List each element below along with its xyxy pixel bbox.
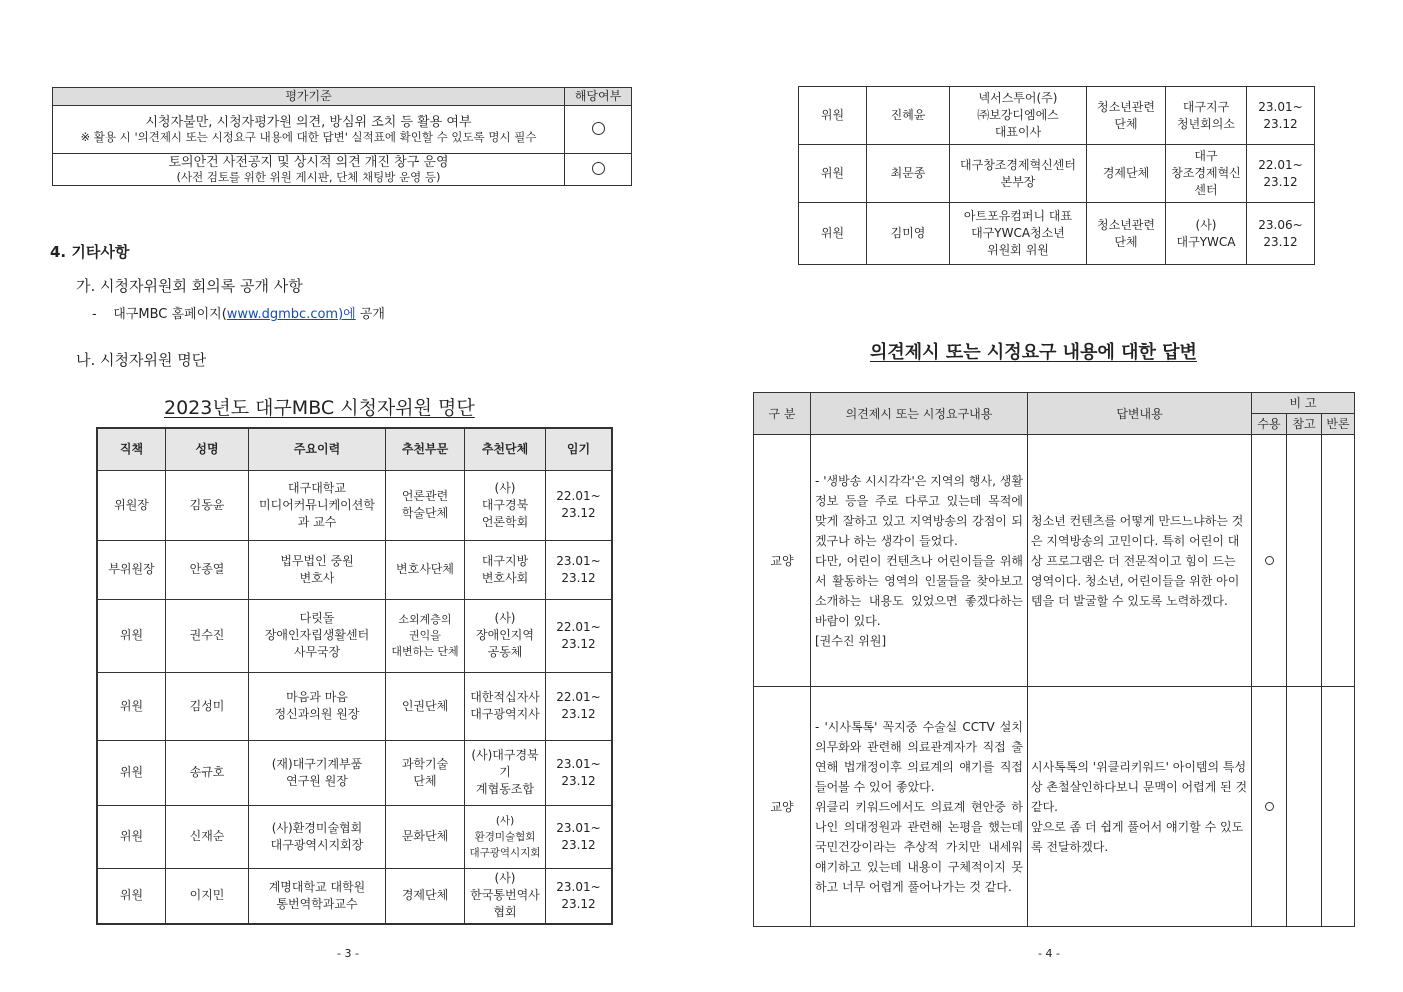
member-role: 위원 [97,805,166,868]
member-sector: 문화단체 [386,805,465,868]
criteria-note: ※ 활용 시 '의견제시 또는 시정요구 내용에 대한 답변' 실적표에 확인할 수 있도록 명시 필수 [80,130,537,144]
member-career: (사)환경미술협회 대구광역시지회장 [249,805,386,868]
member-org: (사) 환경미술협회 대구광역시지회 [465,805,546,868]
member-sector: 소외계층의 권익을 대변하는 단체 [386,599,465,672]
member-name: 신재순 [166,805,249,868]
member-career: 넥서스투어(주) ㈜보강디엠에스 대표이사 [950,87,1087,145]
page-number: - 3 - [337,947,359,960]
col-reject: 반론 [1322,414,1355,435]
col-remark: 비 고 [1252,393,1355,414]
member-role: 위원 [799,87,867,145]
col-category: 구 분 [754,393,811,435]
roster-row [799,203,1315,265]
member-sector: 인권단체 [386,672,465,740]
reject-mark [1322,687,1355,927]
refer-mark [1287,687,1322,927]
member-role: 위원 [97,599,166,672]
roster-title: 2023년도 대구MBC 시청자위원 명단 [164,397,475,419]
col-sector: 추천부문 [386,428,465,470]
member-term: 23.01~ 23.12 [546,805,613,868]
member-name: 진혜윤 [867,87,950,145]
roster-row [799,145,1315,203]
accept-mark [1252,687,1287,927]
evaluation-criteria-table [52,87,632,186]
col-accept: 수용 [1252,414,1287,435]
homepage-link[interactable]: www.dgmbc.com)에 [226,307,356,322]
member-org: 대구지구 청년회의소 [1166,87,1247,145]
subsection-na: 나. 시청자위원 명단 [76,351,207,369]
member-role: 위원 [97,672,166,740]
member-role: 부위원장 [97,540,166,599]
request-text: - '시사톡톡' 꼭지중 수술실 CCTV 설치 의무화와 관련해 의료관계자가 직접 출연해 법개정이후 의료계의 얘기를 직접 들어볼 수 있어 좋았다. 위클리 키워드에서도 의료계 현안중 하나인 의대정원과 관련해 논평을 했는데 국민건강이라는 추상적 가치만 내세워 얘기하고 있는데 내용이 구체적이지 못하고 너무 어렵게 풀어나가는 것 같다. [811,687,1028,927]
member-org: 대한적십자사 대구광역지사 [465,672,546,740]
member-sector: 언론관련 학술단체 [386,470,465,540]
answer-text: 청소년 컨텐츠를 어떻게 만드느냐하는 것은 지역방송의 고민이다. 특히 어린이 대상 프로그램은 더 전문적이고 힘이 드는 영역이다. 청소년, 어린이들을 위한 아이템을 더 발굴할 수 있도록 노력하겠다. [1028,435,1252,687]
member-name: 최문종 [867,145,950,203]
refer-mark [1287,435,1322,687]
criteria-main: 토의안건 사전공지 및 상시적 의견 개진 창구 운영 [168,155,449,170]
member-name: 이지민 [166,868,249,924]
response-row [754,435,1355,687]
member-org: (사) 한국통번역사 협회 [465,868,546,924]
criteria-header: 평가기준 [53,88,565,106]
member-org: (사) 대구YWCA [1166,203,1247,265]
criteria-row [53,106,632,154]
member-org: 대구 창조경제혁신 센터 [1166,145,1247,203]
member-term: 22.01~ 23.12 [546,672,613,740]
member-role: 위원 [97,868,166,924]
response-row [754,687,1355,927]
member-name: 김동윤 [166,470,249,540]
member-term: 23.01~ 23.12 [1247,87,1315,145]
member-sector: 청소년관련 단체 [1087,87,1166,145]
criteria-note: (사전 검토를 위한 위원 게시판, 단체 채팅방 운영 등) [176,170,441,184]
member-role: 위원 [97,740,166,805]
member-career: 다릿돌 장애인자립생활센터 사무국장 [249,599,386,672]
member-name: 김미영 [867,203,950,265]
member-career: 아트포유컴퍼니 대표 대구YWCA청소년 위원회 위원 [950,203,1087,265]
member-org: (사) 장애인지역 공동체 [465,599,546,672]
member-org: 대구지방 변호사회 [465,540,546,599]
member-career: 대구창조경제혁신센터 본부장 [950,145,1087,203]
subsection-ga: 가. 시청자위원회 회의록 공개 사항 [76,277,303,295]
section-title: 4. 기타사항 [50,243,130,261]
member-term: 22.01~ 23.12 [546,470,613,540]
col-request: 의견제시 또는 시정요구내용 [811,393,1028,435]
member-sector: 과학기술 단체 [386,740,465,805]
circle-mark-icon [592,162,605,175]
criteria-row [53,154,632,186]
member-career: 법무법인 중원 변호사 [249,540,386,599]
member-career: 계명대학교 대학원 통번역학과교수 [249,868,386,924]
member-career: 대구대학교 미디어커뮤니케이션학 과 교수 [249,470,386,540]
col-role: 직책 [97,428,166,470]
roster-row [97,672,612,740]
col-answer: 답변내용 [1028,393,1252,435]
member-sector: 경제단체 [1087,145,1166,203]
circle-mark-icon [592,122,605,135]
roster-row [799,87,1315,145]
roster-row [97,868,612,924]
member-term: 23.01~ 23.12 [546,540,613,599]
response-category: 교양 [754,435,811,687]
member-term: 23.01~ 23.12 [546,868,613,924]
circle-mark-icon [1265,556,1274,565]
member-org: (사) 대구경북 언론학회 [465,470,546,540]
response-category: 교양 [754,687,811,927]
member-role: 위원 [799,203,867,265]
criteria-main: 시청자불만, 시청자평가원 의견, 방심위 조치 등 활용 여부 [145,115,472,130]
circle-mark-icon [1265,802,1274,811]
member-term: 23.06~ 23.12 [1247,203,1315,265]
member-career: (재)대구기계부품 연구원 원장 [249,740,386,805]
col-term: 임기 [546,428,613,470]
applicable-mark [565,106,632,154]
reject-mark [1322,435,1355,687]
member-role: 위원 [799,145,867,203]
member-name: 김성미 [166,672,249,740]
member-sector: 경제단체 [386,868,465,924]
roster-row [97,740,612,805]
col-refer: 참고 [1287,414,1322,435]
answer-text: 시사톡톡의 '위클리키워드' 아이템의 특성상 촌철살인하다보니 문맥이 어렵게 된 것 같다. 앞으로 좀 더 쉽게 풀어서 얘기할 수 있도록 전달하겠다. [1028,687,1252,927]
committee-roster-table [96,427,613,925]
member-term: 22.01~ 23.12 [1247,145,1315,203]
col-career: 주요이력 [249,428,386,470]
accept-mark [1252,435,1287,687]
member-name: 송규호 [166,740,249,805]
page-number: - 4 - [1038,947,1060,960]
member-term: 23.01~ 23.12 [546,740,613,805]
roster-row [97,805,612,868]
member-org: (사)대구경북기 계협동조합 [465,740,546,805]
roster-continued-table [798,86,1315,265]
homepage-bullet: - 대구MBC 홈페이지(www.dgmbc.com)에 공개 [92,307,385,322]
responses-table [753,392,1355,927]
member-sector: 변호사단체 [386,540,465,599]
roster-row [97,470,612,540]
answers-title: 의견제시 또는 시정요구 내용에 대한 답변 [870,342,1197,363]
roster-row [97,540,612,599]
member-term: 22.01~ 23.12 [546,599,613,672]
member-sector: 청소년관련 단체 [1087,203,1166,265]
col-org: 추천단체 [465,428,546,470]
applicable-header: 해당여부 [565,88,632,106]
applicable-mark [565,154,632,186]
roster-row [97,599,612,672]
bullet-dash: - [92,307,97,322]
member-career: 마음과 마음 정신과의원 원장 [249,672,386,740]
col-name: 성명 [166,428,249,470]
request-text: - '생방송 시시각각'은 지역의 행사, 생활정보 등을 주로 다루고 있는데 목적에 맞게 잘하고 있고 지역방송의 강점이 되겠구나 하는 생각이 들었다. 다만, 어린이 컨텐츠나 어린이들을 위해서 활동하는 영역의 인물들을 찾아보고 소개하는 내용도 있었으면 좋겠다하는 바람이 있다. [권수진 위원] [811,435,1028,687]
member-role: 위원장 [97,470,166,540]
member-name: 안종열 [166,540,249,599]
member-name: 권수진 [166,599,249,672]
